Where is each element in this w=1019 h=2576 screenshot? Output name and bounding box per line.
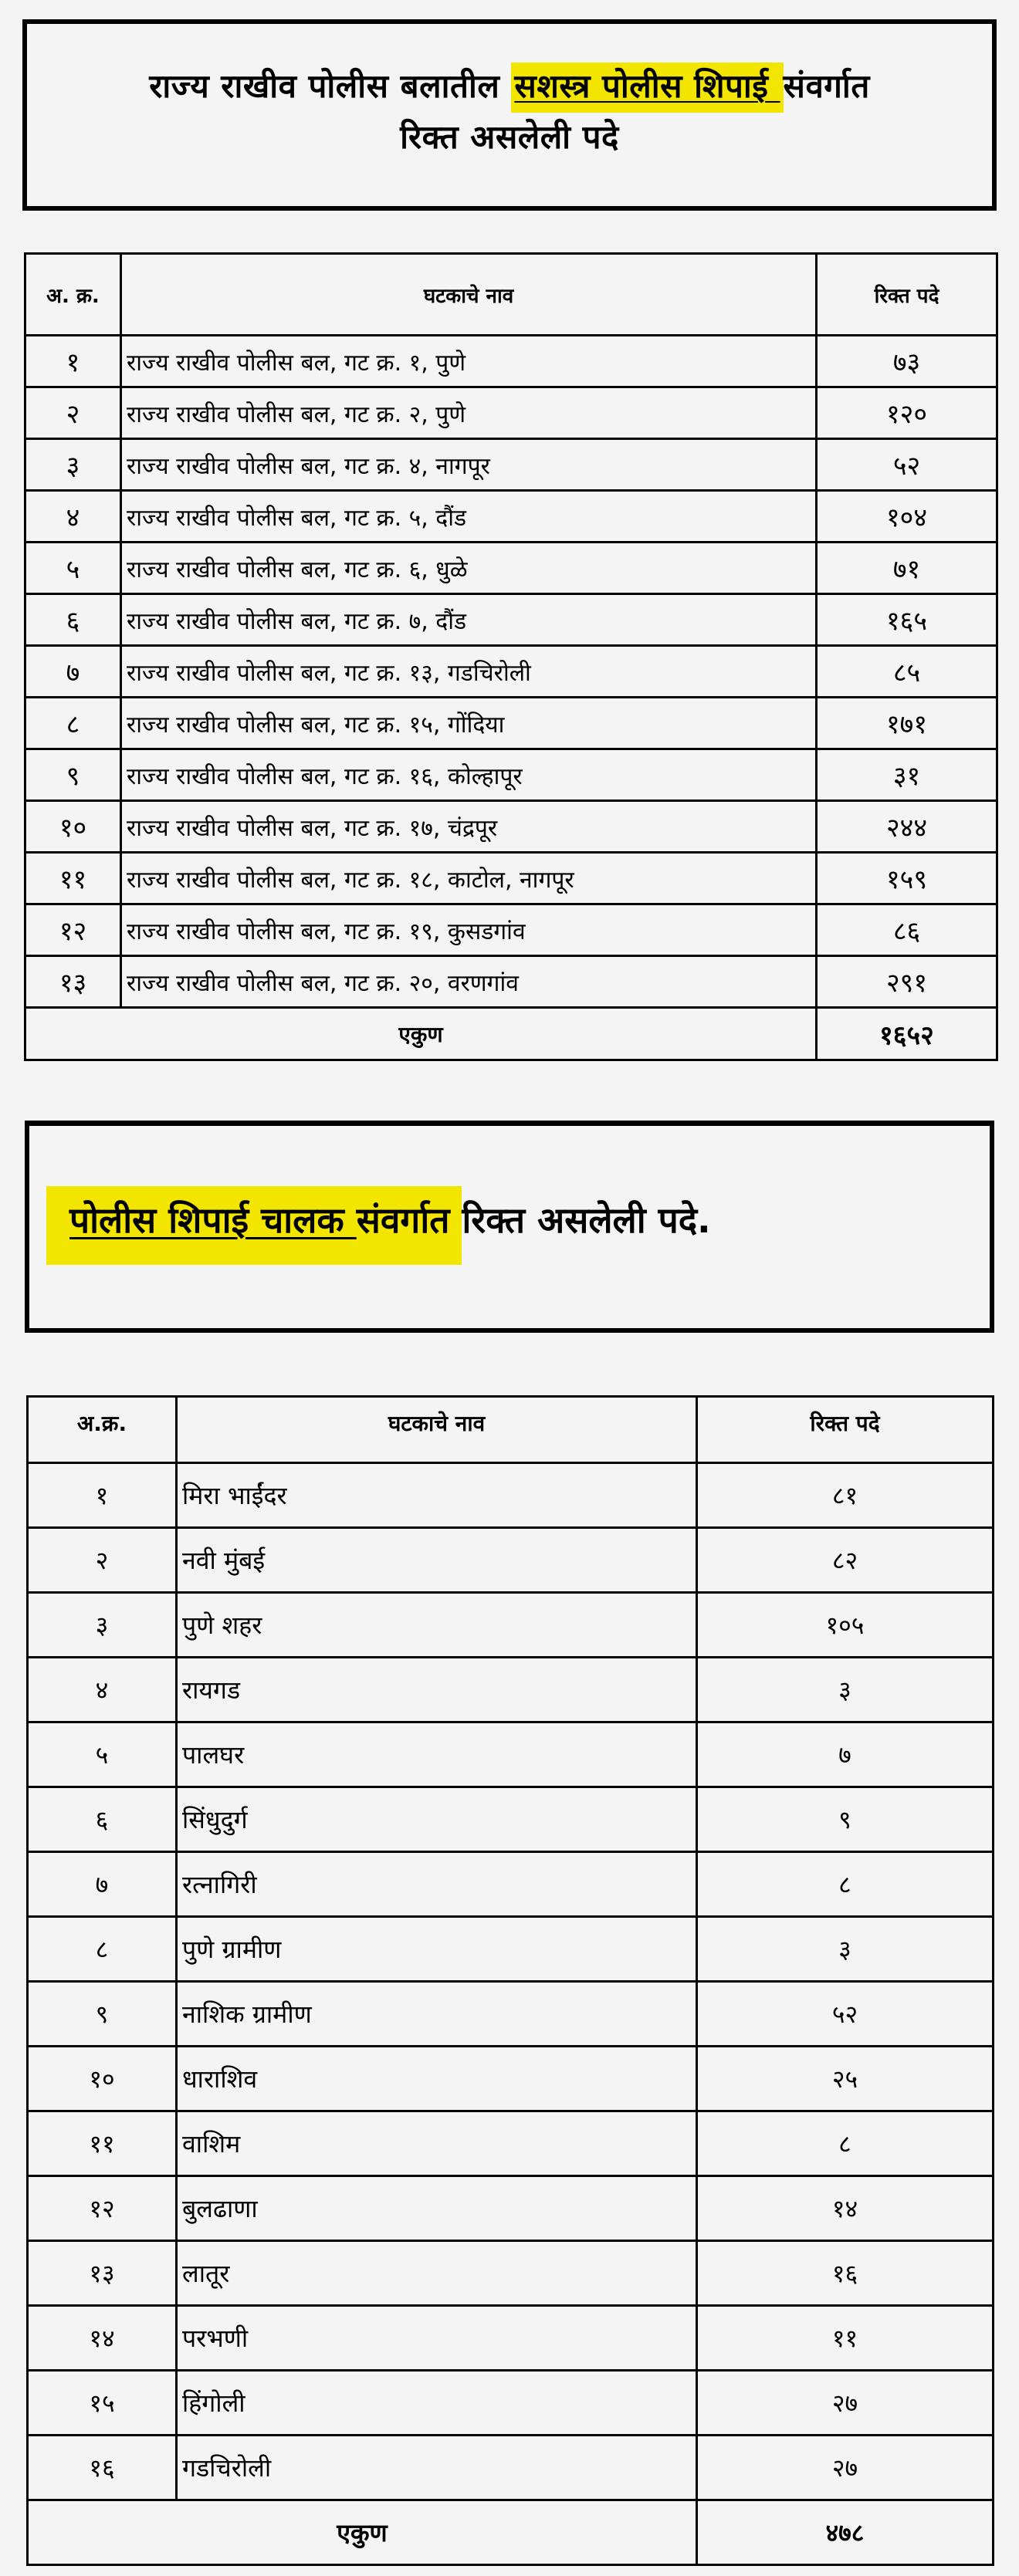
serial-cell: ४ bbox=[25, 491, 121, 543]
serial-cell: ६ bbox=[28, 1787, 177, 1852]
table-row bbox=[25, 956, 997, 1008]
unit-cell: परभणी bbox=[177, 2306, 697, 2371]
serial-cell: १५ bbox=[28, 2371, 177, 2436]
table-row bbox=[28, 1787, 994, 1852]
table-row bbox=[28, 2111, 994, 2176]
unit-cell: सिंधुदुर्ग bbox=[177, 1787, 697, 1852]
unit-cell: राज्य राखीव पोलीस बल, गट क्र. १५, गोंदिया bbox=[121, 698, 817, 749]
vacant-cell: १५९ bbox=[817, 853, 997, 904]
table-row bbox=[25, 646, 997, 698]
unit-cell: गडचिरोली bbox=[177, 2436, 697, 2500]
serial-cell: ७ bbox=[25, 646, 121, 698]
unit-cell: मिरा भाईंदर bbox=[177, 1463, 697, 1528]
vacant-cell: ७३ bbox=[817, 336, 997, 387]
vacant-cell: ८२ bbox=[697, 1528, 994, 1593]
vacant-cell: १०५ bbox=[697, 1593, 994, 1658]
table-row bbox=[28, 1722, 994, 1787]
serial-cell: ३ bbox=[28, 1593, 177, 1658]
section2-title bbox=[69, 1192, 711, 1248]
serial-cell: १२ bbox=[25, 904, 121, 956]
table-row bbox=[28, 2306, 994, 2371]
vacant-cell: २७ bbox=[697, 2371, 994, 2436]
unit-cell: बुलढाणा bbox=[177, 2176, 697, 2241]
serial-cell: १२ bbox=[28, 2176, 177, 2241]
vacant-cell: २५ bbox=[697, 2047, 994, 2111]
table-row bbox=[28, 2371, 994, 2436]
serial-cell: १ bbox=[28, 1463, 177, 1528]
table-row bbox=[25, 387, 997, 439]
table-row bbox=[25, 904, 997, 956]
table-row bbox=[25, 491, 997, 543]
vacant-cell: ३ bbox=[697, 1917, 994, 1982]
table-row bbox=[25, 801, 997, 853]
vacant-cell: ५२ bbox=[697, 1982, 994, 2047]
table-row bbox=[28, 1658, 994, 1722]
table-row bbox=[25, 698, 997, 749]
header-vacant-posts: रिक्त पदे bbox=[697, 1397, 994, 1463]
section2-title-box bbox=[25, 1121, 994, 1333]
vacant-cell: १७१ bbox=[817, 698, 997, 749]
table-row bbox=[28, 1528, 994, 1593]
unit-cell: लातूर bbox=[177, 2241, 697, 2306]
vacant-cell: ५२ bbox=[817, 439, 997, 491]
serial-cell: १३ bbox=[25, 956, 121, 1008]
unit-cell: हिंगोली bbox=[177, 2371, 697, 2436]
serial-cell: ३ bbox=[25, 439, 121, 491]
serial-cell: १३ bbox=[28, 2241, 177, 2306]
vacant-cell: ८ bbox=[697, 2111, 994, 2176]
vacant-cell: १२० bbox=[817, 387, 997, 439]
table-header-row bbox=[28, 1397, 994, 1463]
serial-cell: ११ bbox=[28, 2111, 177, 2176]
section2-vacancy-table bbox=[26, 1395, 994, 2566]
table-row bbox=[28, 1917, 994, 1982]
table-row bbox=[25, 439, 997, 491]
unit-cell: रत्नागिरी bbox=[177, 1852, 697, 1917]
section2-title-highlight: पोलीस शिपाई चालक bbox=[69, 1199, 357, 1241]
unit-cell: वाशिम bbox=[177, 2111, 697, 2176]
vacant-cell: २९१ bbox=[817, 956, 997, 1008]
serial-cell: ८ bbox=[28, 1917, 177, 1982]
unit-cell: राज्य राखीव पोलीस बल, गट क्र. ५, दौंड bbox=[121, 491, 817, 543]
table-header-row bbox=[25, 254, 997, 336]
unit-cell: राज्य राखीव पोलीस बल, गट क्र. ६, धुळे bbox=[121, 543, 817, 594]
total-label: एकुण bbox=[28, 2500, 697, 2565]
serial-cell: १० bbox=[25, 801, 121, 853]
table-row bbox=[25, 336, 997, 387]
unit-cell: नवी मुंबई bbox=[177, 1528, 697, 1593]
vacant-cell: २७ bbox=[697, 2436, 994, 2500]
unit-cell: राज्य राखीव पोलीस बल, गट क्र. १७, चंद्रपूर bbox=[121, 801, 817, 853]
table-row bbox=[28, 1593, 994, 1658]
vacant-cell: ८१ bbox=[697, 1463, 994, 1528]
section1-title-suffix: संवर्गात bbox=[783, 67, 870, 105]
serial-cell: १ bbox=[25, 336, 121, 387]
unit-cell: राज्य राखीव पोलीस बल, गट क्र. १९, कुसडगांव bbox=[121, 904, 817, 956]
unit-cell: राज्य राखीव पोलीस बल, गट क्र. १८, काटोल, नागपूर bbox=[121, 853, 817, 904]
table-row bbox=[28, 2047, 994, 2111]
unit-cell: राज्य राखीव पोलीस बल, गट क्र. ४, नागपूर bbox=[121, 439, 817, 491]
vacant-cell: ८५ bbox=[817, 646, 997, 698]
unit-cell: पुणे ग्रामीण bbox=[177, 1917, 697, 1982]
serial-cell: ५ bbox=[28, 1722, 177, 1787]
header-vacant-posts: रिक्त पदे bbox=[817, 254, 997, 336]
unit-cell: राज्य राखीव पोलीस बल, गट क्र. ७, दौंड bbox=[121, 594, 817, 646]
serial-cell: ५ bbox=[25, 543, 121, 594]
unit-cell: पुणे शहर bbox=[177, 1593, 697, 1658]
total-row bbox=[28, 2500, 994, 2565]
unit-cell: राज्य राखीव पोलीस बल, गट क्र. २, पुणे bbox=[121, 387, 817, 439]
total-row bbox=[25, 1008, 997, 1060]
table-row bbox=[28, 2176, 994, 2241]
serial-cell: ११ bbox=[25, 853, 121, 904]
vacant-cell: ८६ bbox=[817, 904, 997, 956]
vacant-cell: ३ bbox=[697, 1658, 994, 1722]
vacant-cell: १६ bbox=[697, 2241, 994, 2306]
section1-title-line2: रिक्त असलेली पदे bbox=[400, 118, 619, 156]
serial-cell: ७ bbox=[28, 1852, 177, 1917]
total-label: एकुण bbox=[25, 1008, 817, 1060]
table-row bbox=[28, 1982, 994, 2047]
header-unit-name: घटकाचे नाव bbox=[177, 1397, 697, 1463]
vacant-cell: १४ bbox=[697, 2176, 994, 2241]
table-row bbox=[28, 2241, 994, 2306]
unit-cell: राज्य राखीव पोलीस बल, गट क्र. १३, गडचिरोली bbox=[121, 646, 817, 698]
section1-vacancy-table bbox=[24, 252, 998, 1061]
unit-cell: राज्य राखीव पोलीस बल, गट क्र. १, पुणे bbox=[121, 336, 817, 387]
header-serial: अ.क्र. bbox=[28, 1397, 177, 1463]
serial-cell: ९ bbox=[28, 1982, 177, 2047]
header-serial: अ. क्र. bbox=[25, 254, 121, 336]
unit-cell: धाराशिव bbox=[177, 2047, 697, 2111]
vacant-cell: १६५ bbox=[817, 594, 997, 646]
vacant-cell: ८ bbox=[697, 1852, 994, 1917]
vacant-cell: ७१ bbox=[817, 543, 997, 594]
table-row bbox=[25, 594, 997, 646]
table-row bbox=[25, 543, 997, 594]
section1-title-box bbox=[22, 19, 997, 211]
table-row bbox=[25, 749, 997, 801]
total-value: १६५२ bbox=[817, 1008, 997, 1060]
vacant-cell: ७ bbox=[697, 1722, 994, 1787]
section1-title-prefix: राज्य राखीव पोलीस बलातील bbox=[149, 67, 512, 105]
table-row bbox=[28, 1463, 994, 1528]
vacant-cell: ११ bbox=[697, 2306, 994, 2371]
table-row bbox=[28, 1852, 994, 1917]
vacant-cell: २४४ bbox=[817, 801, 997, 853]
unit-cell: रायगड bbox=[177, 1658, 697, 1722]
unit-cell: नाशिक ग्रामीण bbox=[177, 1982, 697, 2047]
vacant-cell: १०४ bbox=[817, 491, 997, 543]
serial-cell: १४ bbox=[28, 2306, 177, 2371]
serial-cell: ९ bbox=[25, 749, 121, 801]
unit-cell: राज्य राखीव पोलीस बल, गट क्र. १६, कोल्हापूर bbox=[121, 749, 817, 801]
total-value: ४७८ bbox=[697, 2500, 994, 2565]
section1-title bbox=[27, 61, 992, 163]
serial-cell: १० bbox=[28, 2047, 177, 2111]
header-unit-name: घटकाचे नाव bbox=[121, 254, 817, 336]
serial-cell: ४ bbox=[28, 1658, 177, 1722]
serial-cell: ८ bbox=[25, 698, 121, 749]
serial-cell: १६ bbox=[28, 2436, 177, 2500]
vacant-cell: ९ bbox=[697, 1787, 994, 1852]
serial-cell: ६ bbox=[25, 594, 121, 646]
section2-title-suffix: संवर्गात रिक्त असलेली पदे. bbox=[356, 1199, 711, 1241]
table-row bbox=[25, 853, 997, 904]
serial-cell: २ bbox=[25, 387, 121, 439]
serial-cell: २ bbox=[28, 1528, 177, 1593]
vacant-cell: ३१ bbox=[817, 749, 997, 801]
section1-title-highlight: सशस्त्र पोलीस शिपाई bbox=[511, 63, 783, 113]
table-row bbox=[28, 2436, 994, 2500]
unit-cell: राज्य राखीव पोलीस बल, गट क्र. २०, वरणगांव bbox=[121, 956, 817, 1008]
unit-cell: पालघर bbox=[177, 1722, 697, 1787]
